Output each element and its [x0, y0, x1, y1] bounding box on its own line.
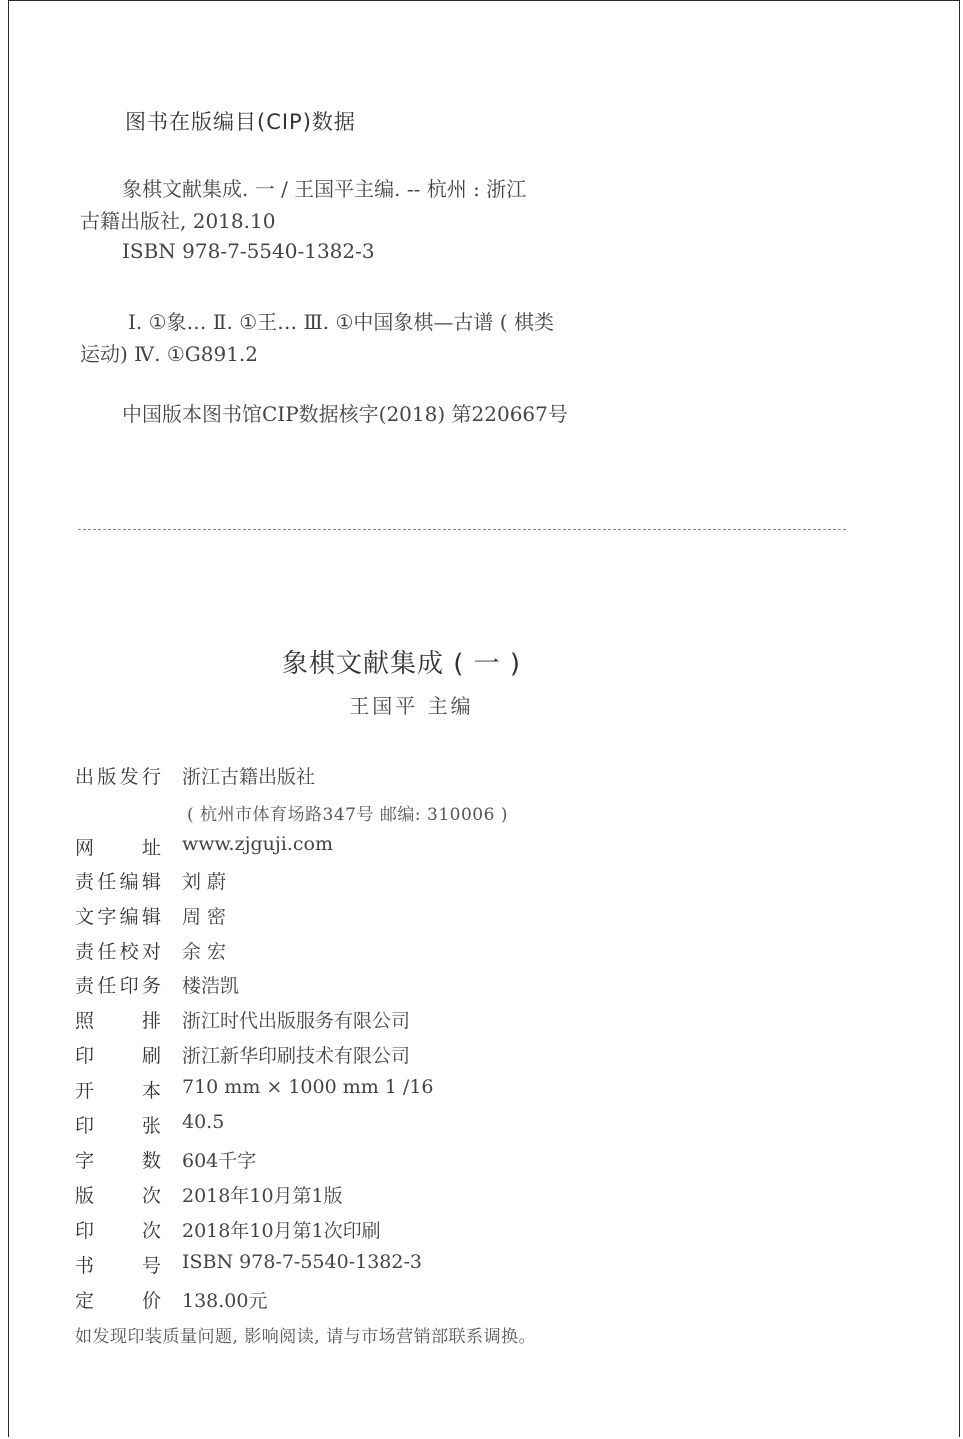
- info-label-char: 价: [141, 1290, 161, 1312]
- quality-notice: 如发现印装质量问题, 影响阅读, 请与市场营销部联系调换。: [75, 1327, 537, 1347]
- info-label-char: 开: [75, 1080, 95, 1102]
- info-label-char: 照: [75, 1010, 95, 1032]
- info-label-char: 版: [97, 766, 117, 788]
- info-value: www.zjguji.com: [182, 833, 333, 855]
- info-label-char: 印: [119, 975, 139, 997]
- info-value: 刘 蔚: [182, 871, 227, 893]
- info-label: [75, 971, 161, 998]
- section-divider: [78, 529, 846, 530]
- info-label: [75, 1286, 161, 1313]
- info-label-char: 书: [75, 1255, 95, 1277]
- cip-record-number: 中国版本图书馆CIP数据核字(2018) 第220667号: [122, 402, 568, 426]
- info-value: 周 密: [182, 906, 227, 928]
- info-label-char: 编: [119, 871, 139, 893]
- info-value: 40.5: [182, 1111, 225, 1133]
- info-label: [75, 1216, 161, 1243]
- info-label: [75, 867, 161, 894]
- info-label-char: 定: [75, 1290, 95, 1312]
- cip-publisher-line: 古籍出版社, 2018.10: [80, 209, 276, 233]
- info-label: [75, 833, 161, 860]
- info-label-char: 任: [97, 871, 117, 893]
- info-label-char: 校: [119, 941, 139, 963]
- info-label-char: 次: [141, 1185, 161, 1207]
- info-label-char: 张: [141, 1115, 161, 1137]
- info-value: 浙江新华印刷技术有限公司: [182, 1045, 411, 1067]
- cip-classification-line: Ⅰ. ①象… Ⅱ. ①王… Ⅲ. ①中国象棋—古谱 ( 棋类: [128, 310, 554, 334]
- info-label: [75, 937, 161, 964]
- info-label: [75, 1006, 161, 1033]
- info-label: [75, 1181, 161, 1208]
- info-label-char: 刷: [141, 1045, 161, 1067]
- cip-classification-line-2: 运动) Ⅳ. ①G891.2: [80, 342, 259, 366]
- info-label-char: 数: [141, 1150, 161, 1172]
- cip-title-line: 象棋文献集成. 一 / 王国平主编. -- 杭州 : 浙江: [122, 177, 527, 201]
- book-editor: 王国平 主编: [349, 694, 474, 718]
- info-label: [75, 902, 161, 929]
- info-label: [75, 1041, 161, 1068]
- info-label-char: 字: [75, 1150, 95, 1172]
- info-label-char: 务: [141, 975, 161, 997]
- info-label-char: 印: [75, 1045, 95, 1067]
- info-value: 浙江时代出版服务有限公司: [182, 1010, 411, 1032]
- info-label-char: 编: [119, 906, 139, 928]
- info-label-char: 辑: [141, 871, 161, 893]
- info-label-char: 址: [141, 837, 161, 859]
- info-label-char: 号: [141, 1255, 161, 1277]
- info-value: 浙江古籍出版社: [182, 766, 316, 788]
- info-label: [75, 1146, 161, 1173]
- info-value: 604千字: [182, 1150, 257, 1172]
- publisher-address: ( 杭州市体育场路347号 邮编: 310006 ): [187, 805, 508, 825]
- info-value: 2018年10月第1次印刷: [182, 1220, 381, 1242]
- cip-isbn-line: ISBN 978-7-5540-1382-3: [122, 239, 375, 263]
- book-title: 象棋文献集成 ( 一 ): [281, 649, 522, 679]
- info-label-char: 任: [97, 941, 117, 963]
- info-label-char: 字: [97, 906, 117, 928]
- info-value: 余 宏: [182, 941, 227, 963]
- info-label-char: 排: [141, 1010, 161, 1032]
- info-label-char: 发: [119, 766, 139, 788]
- info-label-char: 本: [141, 1080, 161, 1102]
- info-label-char: 行: [141, 766, 161, 788]
- info-label-char: 任: [97, 975, 117, 997]
- info-label: [75, 1076, 161, 1103]
- info-value: 楼浩凯: [182, 975, 240, 997]
- info-label-char: 出: [75, 766, 95, 788]
- info-label-char: 文: [75, 906, 95, 928]
- info-value: ISBN 978-7-5540-1382-3: [182, 1251, 422, 1273]
- info-label-char: 辑: [141, 906, 161, 928]
- info-label-char: 次: [141, 1220, 161, 1242]
- info-value: 710 mm × 1000 mm 1 /16: [182, 1076, 434, 1098]
- info-label-char: 责: [75, 871, 95, 893]
- info-label-char: 对: [141, 941, 161, 963]
- info-label-char: 责: [75, 941, 95, 963]
- info-label-char: 印: [75, 1220, 95, 1242]
- info-value: 2018年10月第1版: [182, 1185, 343, 1207]
- info-label: [75, 762, 161, 789]
- info-label: [75, 1111, 161, 1138]
- info-label-char: 责: [75, 975, 95, 997]
- info-label-char: 网: [75, 837, 95, 859]
- info-label: [75, 1251, 161, 1278]
- info-value: 138.00元: [182, 1290, 268, 1312]
- info-label-char: 印: [75, 1115, 95, 1137]
- info-label-char: 版: [75, 1185, 95, 1207]
- cip-heading: 图书在版编目(CIP)数据: [125, 110, 356, 134]
